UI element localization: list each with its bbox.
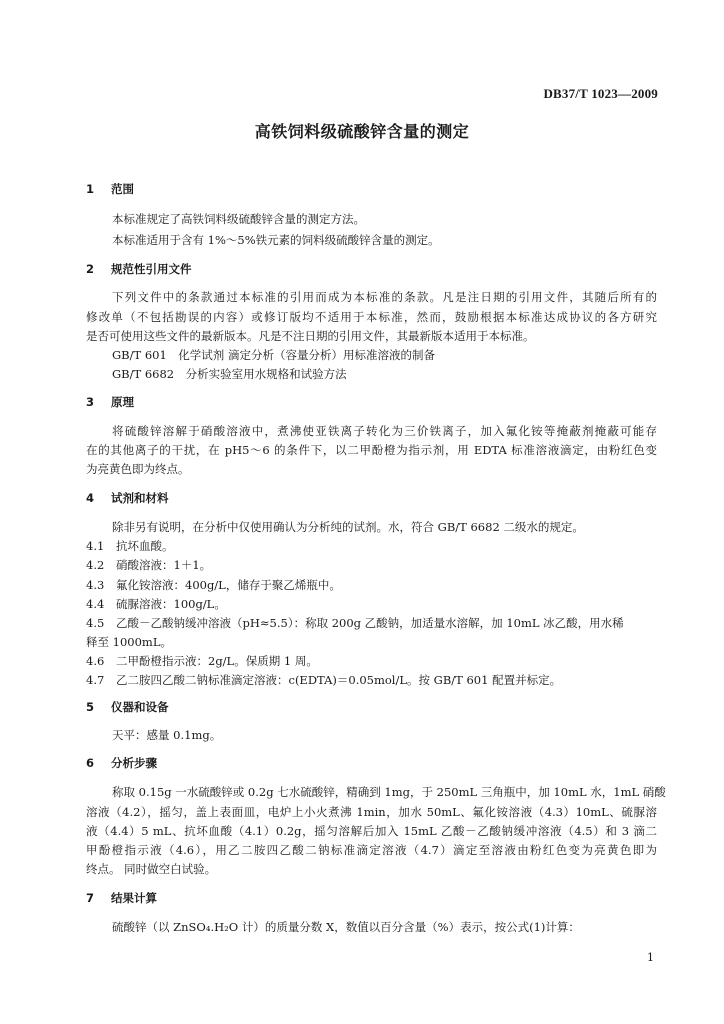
section-heading-2 (86, 262, 192, 276)
paragraph: 硫酸锌（以 ZnSO₄.H₂O 计）的质量分数 X，数值以百分含量（%）表示，按公式(1)计算： (112, 920, 580, 934)
paragraph-line: 称取 0.15g 一水硫酸锌或 0.2g 七水硫酸锌，精确到 1mg，于 250mL 三角瓶中，加 10mL 水，1mL 硝酸 (112, 785, 666, 799)
item-number: 4.1 (86, 539, 105, 553)
list-item (86, 558, 211, 572)
list-item-continuation: 释至 1000mL。 (86, 635, 172, 649)
list-item (86, 673, 561, 687)
section-heading-5 (86, 700, 169, 714)
paragraph: 本标准规定了高铁饲料级硫酸锌含量的测定方法。 (112, 212, 365, 226)
paragraph-line: 是否可使用这些文件的最新版本。凡是不注日期的引用文件，其最新版本适用于本标准。 (86, 329, 535, 343)
item-number: 4.4 (86, 597, 105, 611)
item-number: 4.7 (86, 673, 105, 687)
section-title: 仪器和设备 (111, 700, 169, 714)
list-item (86, 654, 318, 668)
paragraph-line: 终点。 同时做空白试验。 (86, 862, 217, 876)
item-text: 乙二胺四乙酸二钠标准滴定溶液：c(EDTA)＝0.05mol/L。按 GB/T 601 配置并标定。 (116, 673, 562, 687)
paragraph-line: 为亮黄色即为终点。 (86, 462, 190, 476)
section-title: 原理 (111, 395, 134, 409)
section-title: 分析步骤 (111, 756, 157, 770)
section-title: 结果计算 (111, 891, 157, 905)
section-title: 范围 (111, 182, 134, 196)
item-number: 4.2 (86, 558, 105, 572)
paragraph-line: 在的其他离子的干扰，在 pH5～6 的条件下，以二甲酚橙为指示剂，用 EDTA 标准溶液滴定，由粉红色变 (86, 443, 657, 457)
section-title: 规范性引用文件 (111, 262, 192, 276)
paragraph-line: 下列文件中的条款通过本标准的引用而成为本标准的条款。凡是注日期的引用文件，其随后所有的 (112, 290, 657, 304)
list-item (86, 616, 624, 630)
section-number: 5 (86, 700, 95, 714)
item-text: 乙酸－乙酸钠缓冲溶液（pH≈5.5）：称取 200g 乙酸钠，加适量水溶解，加 10mL 冰乙酸，用水稀 (116, 616, 624, 630)
page-number: 1 (647, 951, 654, 964)
paragraph: 本标准适用于含有 1%～5%铁元素的饲料级硫酸锌含量的测定。 (112, 233, 440, 247)
item-number: 4.6 (86, 654, 105, 668)
section-heading-3 (86, 395, 134, 409)
paragraph-line: 溶液（4.2），摇匀，盖上表面皿，电炉上小火煮沸 1min，加水 50mL、氟化铵溶液（4.3）10mL、硫脲溶 (86, 805, 657, 819)
item-text: 氟化铵溶液：400g/L，储存于聚乙烯瓶中。 (116, 578, 341, 592)
item-number: 4.5 (86, 616, 105, 630)
section-number: 2 (86, 262, 95, 276)
standard-code: DB37/T 1023—2009 (543, 86, 658, 101)
paragraph-line: 将硫酸锌溶解于硝酸溶液中，煮沸使亚铁离子转化为三价铁离子，加入氟化铵等掩蔽剂掩蔽可能存 (112, 424, 657, 438)
section-heading-6 (86, 756, 157, 770)
paragraph-line: 液（4.4）5 mL、抗坏血酸（4.1）0.2g，摇匀溶解后加入 15mL 乙酸－乙酸钠缓冲溶液（4.5）和 3 滴二 (86, 824, 657, 838)
list-item (86, 578, 341, 592)
paragraph-line: 甲酚橙指示液（4.6），用乙二胺四乙酸二钠标准滴定溶液（4.7）滴定至溶液由粉红色变为亮黄色即为 (86, 843, 657, 857)
section-number: 1 (86, 182, 95, 196)
section-heading-1 (86, 182, 134, 196)
list-item (86, 597, 226, 611)
item-text: 硫脲溶液：100g/L。 (116, 597, 226, 611)
paragraph: 除非另有说明，在分析中仅使用确认为分析纯的试剂。水，符合 GB/T 6682 二级水的规定。 (112, 520, 584, 534)
paragraph: 天平：感量 0.1mg。 (112, 728, 222, 742)
item-text: 硝酸溶液：1＋1。 (116, 558, 212, 572)
section-title: 试剂和材料 (111, 491, 169, 505)
section-number: 7 (86, 891, 95, 905)
section-number: 6 (86, 756, 95, 770)
item-number: 4.3 (86, 578, 105, 592)
section-number: 3 (86, 395, 95, 409)
section-heading-4 (86, 491, 169, 505)
section-heading-7 (86, 891, 157, 905)
reference-item: GB/T 601 化学试剂 滴定分析（容量分析）用标准溶液的制备 (112, 348, 435, 362)
reference-item: GB/T 6682 分析实验室用水规格和试验方法 (112, 367, 347, 381)
section-number: 4 (86, 491, 95, 505)
document-title: 高铁饲料级硫酸锌含量的测定 (254, 122, 470, 141)
item-text: 二甲酚橙指示液：2g/L。保质期 1 周。 (116, 654, 318, 668)
item-text: 抗坏血酸。 (116, 539, 174, 553)
paragraph-line: 修改单（不包括勘误的内容）或修订版均不适用于本标准，然而，鼓励根据本标准达成协议的各方研究 (86, 310, 657, 324)
list-item (86, 539, 174, 553)
